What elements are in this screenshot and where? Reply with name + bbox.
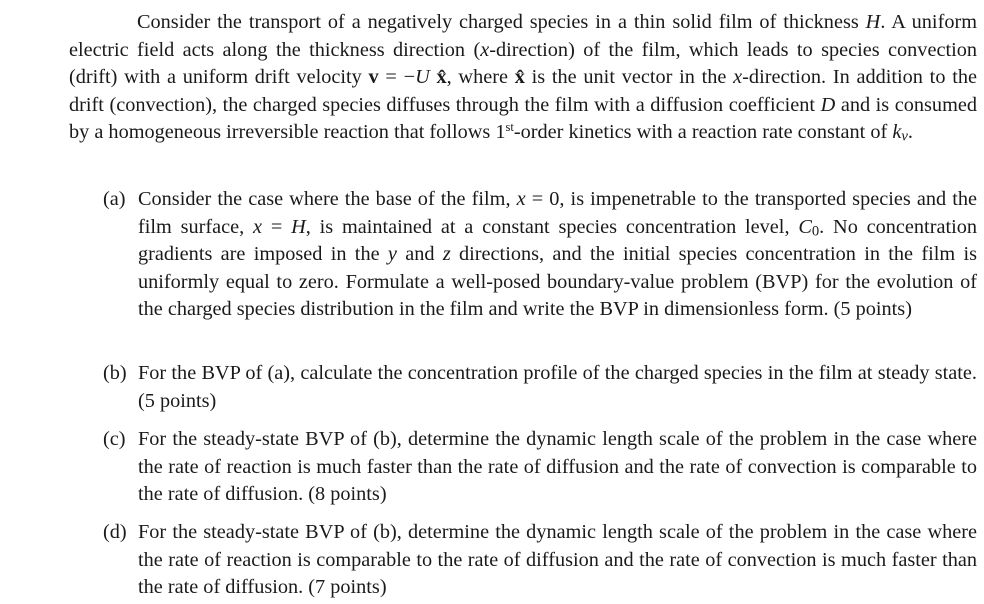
unit-vector-x: x̂ — [436, 66, 447, 89]
intro-text: -order kinetics with a reaction rate constant of — [513, 121, 893, 144]
question-label: (a) — [103, 188, 126, 210]
var-D: D — [820, 93, 836, 116]
intro-text: . — [907, 121, 913, 144]
ordinal-superscript: st — [505, 120, 514, 135]
intro-text: -direction. In addition to the drift (convection), the charged species diffuses through the film with a diffusion coefficient — [69, 66, 977, 116]
intro-text: -direction) of the film, which leads to species convection (drift) with a uniform drift velocity — [69, 38, 978, 89]
intro-text: and is consumed by a homogeneous irreversible reaction that follows 1 — [69, 93, 977, 144]
var-x: x — [733, 66, 743, 89]
var-k-subscript: v — [901, 129, 908, 145]
question-b — [103, 360, 977, 415]
var-x: x — [480, 38, 490, 61]
question-d — [103, 519, 977, 602]
question-label: (b) — [103, 362, 127, 384]
var-k: k — [892, 121, 902, 144]
intro-text: is the unit vector in the — [524, 66, 734, 89]
intro-text: Consider the transport of a negatively charged species in a thin solid film of thickness — [137, 11, 866, 33]
question-a — [103, 186, 977, 324]
vector-v: v — [368, 66, 379, 89]
question-text: For the BVP of (a), calculate the concentration profile of the charged species in the film at steady state. (5 points) — [138, 362, 977, 412]
intro-text: . A uniform electric field acts along the thickness direction ( — [69, 11, 977, 61]
question-c — [103, 426, 977, 509]
unit-vector-x: x̂ — [514, 66, 525, 89]
var-H: H — [865, 11, 881, 33]
question-label: (c) — [103, 428, 126, 450]
question-text: For the steady-state BVP of (b), determine the dynamic length scale of the problem in the case where the rate of reaction is comparable to the rate of diffusion and the rate of convection is much faster than the rate of diffusion. (7 points) — [138, 521, 977, 599]
question-text: For the steady-state BVP of (b), determine the dynamic length scale of the problem in the case where the rate of reaction is much faster than the rate of diffusion and the rate of convection is comparable to the rate of diffusion. (8 points) — [138, 428, 977, 506]
question-label: (d) — [103, 521, 127, 543]
intro-text: = − — [378, 66, 416, 89]
var-U: U — [415, 66, 430, 89]
problem-statement — [69, 9, 977, 147]
intro-text: , where — [446, 66, 515, 89]
question-text: Consider the case where the base of the film, x = 0, is impenetrable to the transported species and the film surface, x = H, is maintained at a constant species concentration level, $C_0$. No concentration gradients are imposed in the y and z directions, and the initial species concentration in the film is uniformly equal to zero. Formulate a well-posed boundary-value problem (BVP) for the evolution of the charged species distribution in the film and write the BVP in dimensionless form. (5 points) — [138, 188, 978, 321]
